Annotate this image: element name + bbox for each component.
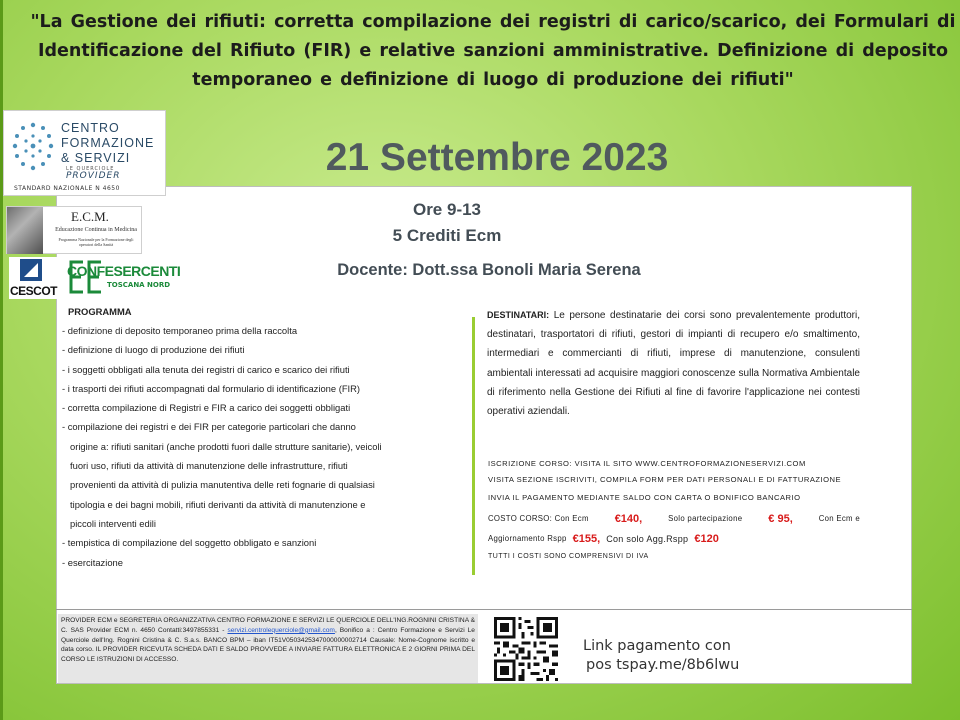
page-title: "La Gestione dei rifiuti: corretta compilazione dei registri di carico/scarico, dei Formulari di Identificazione del Rifiuto (FIR) e relative sanzioni amministrative. Definizione di deposito temporaneo e definizione di luogo di produzione dei rifiuti": [30, 12, 956, 90]
confesercenti-name: CONFESERCENTI: [67, 263, 181, 279]
qr-code-icon[interactable]: [494, 617, 558, 681]
program-line: - compilazione dei registri e dei FIR per categorie particolari che danno: [62, 421, 356, 433]
program-line: tipologia e dei bagni mobili, rifiuti derivanti da attività di manutenzione e: [70, 498, 366, 510]
ecm-photo: [7, 207, 43, 254]
cfs-small: LE QUERCIOLE: [66, 166, 115, 172]
agg-mid: Con solo Agg.Rspp: [606, 534, 689, 544]
program-line: origine a: rifiuti sanitari (anche prodotti fuori dalle strutture sanitarie), veicoli: [70, 440, 382, 452]
agg-line: [488, 529, 860, 549]
registration-line: ISCRIZIONE CORSO: VISITA IL SITO WWW.CENTROFORMAZIONESERVIZI.COM: [488, 459, 806, 468]
left-accent-bar: [0, 0, 3, 720]
centro-formazione-logo: [3, 110, 166, 196]
program-line: - definizione di luogo di produzione dei rifiuti: [62, 344, 245, 356]
cost-ecm-price: €140,: [614, 513, 643, 525]
cost-mid: Solo partecipazione: [668, 514, 743, 523]
program-line: - esercitazione: [62, 556, 123, 568]
cost-suffix: Con Ecm e: [818, 514, 860, 523]
course-teacher: Docente: Dott.ssa Bonoli Maria Serena: [337, 261, 641, 279]
ecm-title: E.C.M.: [71, 209, 109, 224]
cost-line: [488, 509, 860, 529]
dots-mark-icon: [10, 119, 56, 175]
agg-only-price: €120: [694, 533, 719, 545]
footer-text2: , Bonifico a : Centro Formazione e Servizi Le Querciole dell'Ing. Rognini Cristina & C. S.a.s. BANCO BPM – iban IT51V0503425347000000002714: [61, 626, 475, 644]
payment-link[interactable]: [583, 637, 739, 675]
payment-link-line1: Link pagamento con: [583, 638, 731, 654]
recipients-label: DESTINATARI:: [487, 310, 550, 320]
program-line: - corretta compilazione di Registri e FIR a carico dei soggetti obbligati: [62, 402, 351, 414]
course-hours: Ore 9-13: [412, 200, 482, 219]
ecm-tagline: Programma Nazionale per la Formazione degli operatori della Sanità: [58, 237, 134, 247]
cfs-line2: FORMAZIONE: [61, 136, 155, 150]
cfs-line1: CENTRO: [61, 121, 120, 135]
cescot-name: CESCOT: [10, 284, 58, 298]
program-line: - i trasporti dei rifiuti accompagnati dal formulario di identificazione (FIR): [62, 382, 361, 394]
footer-info: [58, 614, 478, 683]
recipients-text: Le persone destinatarie dei corsi sono prevalentemente produttori, destinatari, trasportatori di rifiuti, gestori di impianti di recupero e/o smaltimento, intermediari e commercianti di rifiuti, imprese di manutenzione, consulenti ambientali interessati ad acquisire maggiori conoscenze sulla Normativa Ambientale di riferimento nella Gestione dei Rifiuti al fine di favorire l'applicazione nei contesti operativi aziendali.: [487, 310, 860, 418]
cfs-provider: PROVIDER: [66, 171, 121, 181]
cescot-logo: [9, 257, 59, 299]
program-heading: PROGRAMMA: [68, 306, 132, 317]
footer-text3: Causale: Nome-Cognome iscritto e data corso. IL PROVIDER RICEVUTA SCHEDA DATI E SALDO PROVVEDE A INVIARE FATTURA ELETTRONICA E 2 GIORNI PRIMA DEL CORSO LE ISTRUZIONI DI ACCESSO.: [61, 636, 475, 664]
iva-note: TUTTI I COSTI SONO COMPRENSIVI DI IVA: [488, 553, 649, 560]
footer-text1: PROVIDER ECM e SEGRETERIA ORGANIZZATIVA CENTRO FORMAZIONE E SERVIZI LE QUERCIOLE DELL'ING.ROGNINI CRISTINA & C. SAS Provider ECM n. 4650 Contatti:3497855331 -: [61, 617, 475, 634]
ecm-subtitle: Educazione Continua in Medicina: [55, 227, 137, 233]
program-line: provenienti da attività di pulizia manutentiva delle reti fognarie di qualsiasi: [70, 479, 375, 491]
section-divider: [472, 317, 475, 575]
cescot-mark-icon: [20, 259, 42, 281]
program-line: - tempistica di compilazione del soggetto obbligato e sanzioni: [62, 537, 317, 549]
registration-section: [488, 456, 860, 565]
payment-link-line2: pos tspay.me/8b6lwu: [586, 657, 740, 673]
confesercenti-region: TOSCANA NORD: [107, 281, 171, 289]
course-credits: 5 Crediti Ecm: [392, 226, 502, 245]
course-date: 21 Settembre 2023: [325, 136, 669, 179]
confesercenti-logo: [63, 256, 181, 298]
program-section: [62, 306, 472, 572]
footer-rule: [56, 609, 912, 610]
program-line: - definizione di deposito temporaneo prima della raccolta: [62, 325, 298, 336]
program-line: piccoli interventi edili: [70, 517, 156, 529]
recipients-section: [487, 306, 860, 421]
cost-only-price: € 95,: [768, 513, 793, 525]
cfs-line3: & SERVIZI: [61, 151, 131, 165]
program-line: - i soggetti obbligati alla tenuta dei registri di carico e scarico dei rifiuti: [62, 363, 350, 375]
footer-email-link[interactable]: servizi.centrolequerciole@gmail.com: [227, 626, 335, 634]
agg-prefix: Aggiornamento Rspp: [488, 534, 567, 543]
registration-line: VISITA SEZIONE ISCRIVITI, COMPILA FORM PER DATI PERSONALI E DI FATTURAZIONE: [488, 474, 842, 484]
cost-prefix: COSTO CORSO: Con Ecm: [488, 514, 589, 523]
program-line: fuori uso, rifiuti da attività di manutenzione delle infrastrutture, rifiuti: [70, 460, 348, 472]
ecm-logo: [6, 206, 142, 254]
cfs-standard: STANDARD NAZIONALE N 4650: [14, 185, 120, 192]
agg-price: €155,: [572, 533, 601, 545]
registration-line: INVIA IL PAGAMENTO MEDIANTE SALDO CON CARTA O BONIFICO BANCARIO: [488, 493, 801, 502]
